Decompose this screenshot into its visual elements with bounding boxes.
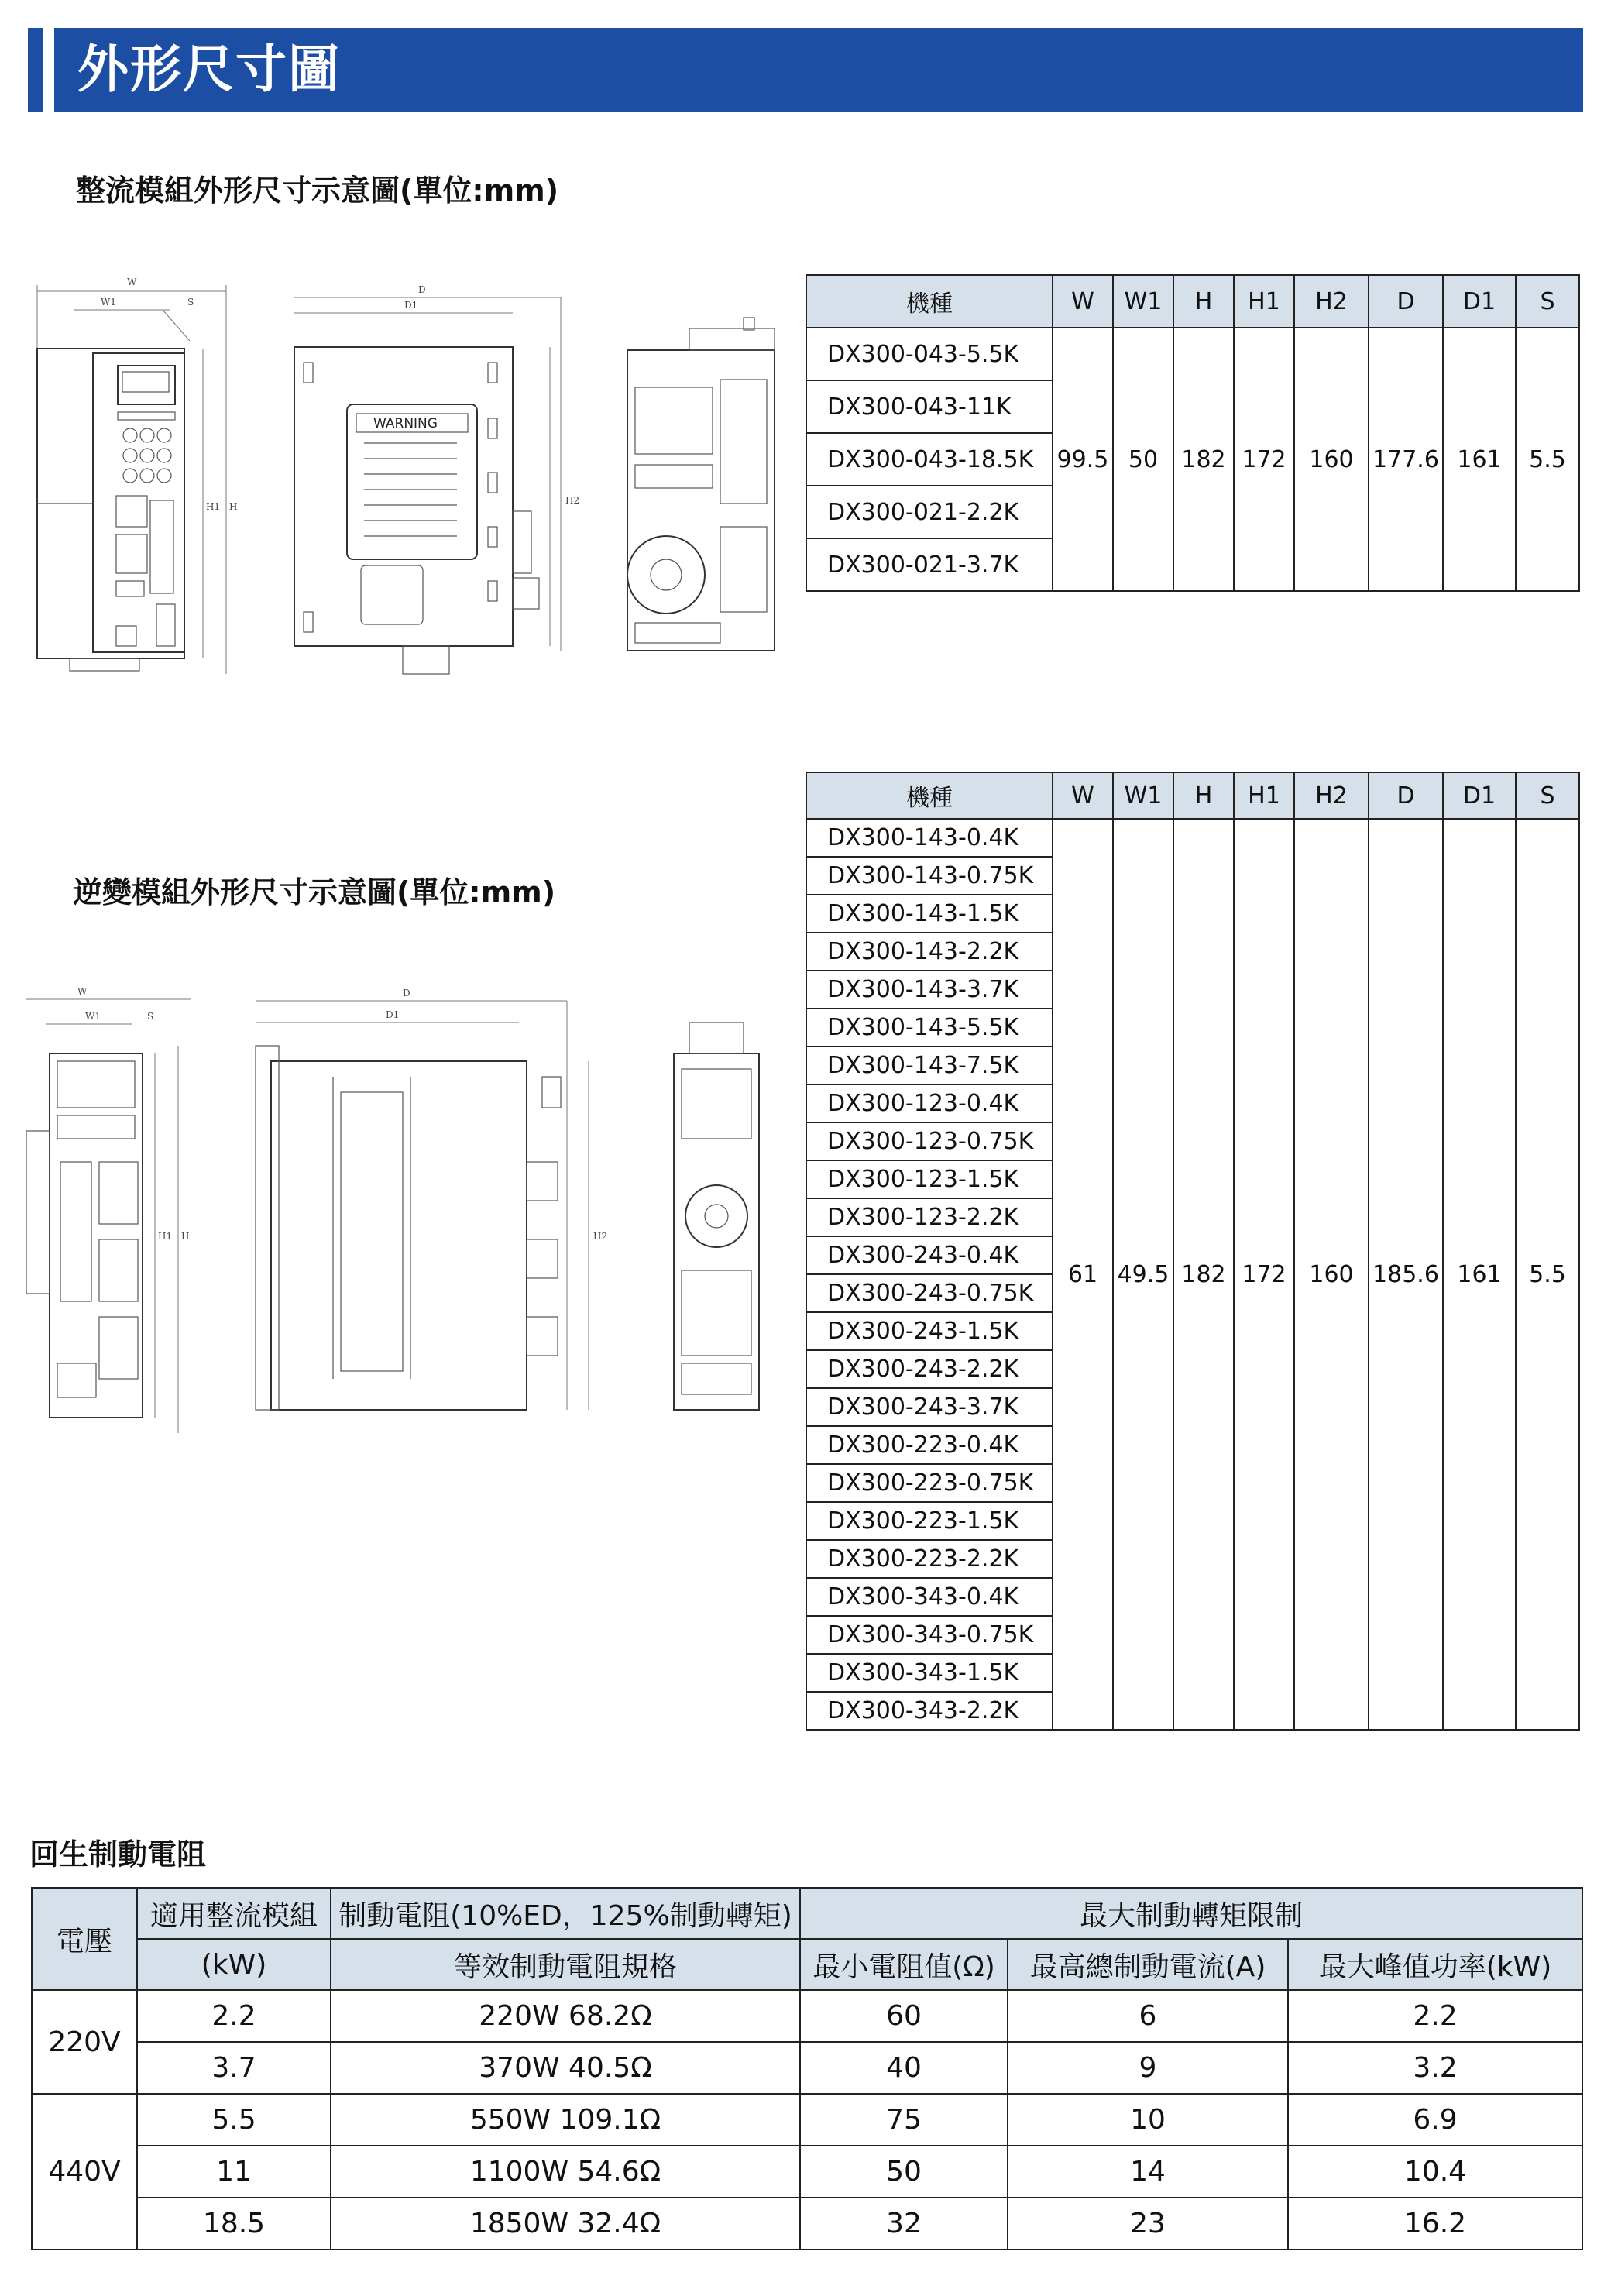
header-accent: [28, 28, 43, 112]
dim-label-h2: H2: [593, 1231, 608, 1242]
value-d1: 161: [1443, 819, 1516, 1730]
dim-label-h2: H2: [565, 495, 580, 506]
current-cell: 23: [1008, 2198, 1288, 2250]
model-cell: DX300-123-0.75K: [806, 1122, 1053, 1160]
col-header-d: D: [1369, 275, 1443, 328]
kw-cell: 5.5: [137, 2094, 331, 2146]
current-cell: 9: [1008, 2042, 1288, 2094]
rectifier-front-view: [37, 277, 237, 674]
value-h2: 160: [1294, 328, 1369, 591]
model-cell: DX300-143-0.4K: [806, 819, 1053, 857]
col-header-model: 機種: [806, 275, 1053, 328]
col-header-s: S: [1516, 275, 1579, 328]
min-res-cell: 32: [800, 2198, 1008, 2250]
model-cell: DX300-143-5.5K: [806, 1009, 1053, 1047]
model-cell: DX300-243-1.5K: [806, 1312, 1053, 1350]
rectifier-rear-view: [627, 318, 775, 651]
col-header-resistor: 制動電阻(10%ED，125%制動轉矩): [331, 1888, 800, 1939]
col-header-max-current: 最高總制動電流(A): [1008, 1939, 1288, 1990]
col-header-w: W: [1053, 772, 1113, 819]
inverter-section-title: 逆變模組外形尺寸示意圖(單位:mm): [73, 875, 556, 909]
col-header-w1: W1: [1113, 772, 1173, 819]
model-cell: DX300-043-11K: [806, 380, 1053, 433]
dim-label-h1: H1: [158, 1231, 173, 1242]
inverter-outline-diagram: [15, 976, 790, 1456]
value-d: 177.6: [1369, 328, 1443, 591]
power-cell: 6.9: [1288, 2094, 1582, 2146]
col-header-h: H: [1173, 275, 1234, 328]
model-cell: DX300-243-0.4K: [806, 1236, 1053, 1274]
col-header-d: D: [1369, 772, 1443, 819]
inverter-rear-view: [674, 1023, 759, 1410]
table-row: [806, 328, 1579, 380]
kw-cell: 18.5: [137, 2198, 331, 2250]
kw-cell: 11: [137, 2146, 331, 2198]
model-cell: DX300-223-1.5K: [806, 1502, 1053, 1540]
rectifier-dimension-table: [806, 274, 1580, 592]
col-header-voltage: 電壓: [32, 1888, 137, 1990]
model-cell: DX300-143-2.2K: [806, 933, 1053, 971]
value-w1: 50: [1113, 328, 1173, 591]
rectifier-section-title: 整流模組外形尺寸示意圖(單位:mm): [76, 174, 559, 208]
col-header-s: S: [1516, 772, 1579, 819]
inverter-dimension-table: [806, 772, 1580, 1731]
value-s: 5.5: [1516, 328, 1579, 591]
dim-label-w1: W1: [85, 1011, 101, 1022]
current-cell: 10: [1008, 2094, 1288, 2146]
model-cell: DX300-143-7.5K: [806, 1047, 1053, 1084]
model-cell: DX300-043-5.5K: [806, 328, 1053, 380]
model-cell: DX300-021-3.7K: [806, 538, 1053, 591]
table-row: [32, 2198, 1582, 2250]
model-cell: DX300-043-18.5K: [806, 433, 1053, 486]
rectifier-table-header-row: [806, 275, 1579, 328]
braking-section-title: 回生制動電阻: [29, 1837, 207, 1872]
min-res-cell: 75: [800, 2094, 1008, 2146]
dim-label-d: D: [403, 988, 410, 998]
min-res-cell: 50: [800, 2146, 1008, 2198]
model-cell: DX300-123-0.4K: [806, 1084, 1053, 1122]
col-header-h: H: [1173, 772, 1234, 819]
kw-cell: 3.7: [137, 2042, 331, 2094]
power-cell: 3.2: [1288, 2042, 1582, 2094]
value-h1: 172: [1234, 819, 1294, 1730]
dim-label-w: W: [127, 277, 137, 287]
value-h: 182: [1173, 819, 1234, 1730]
col-header-model: 機種: [806, 772, 1053, 819]
col-header-resistor-spec: 等效制動電阻規格: [331, 1939, 800, 1990]
value-s: 5.5: [1516, 819, 1579, 1730]
value-h2: 160: [1294, 819, 1369, 1730]
col-header-module-unit: (kW): [137, 1939, 331, 1990]
current-cell: 6: [1008, 1990, 1288, 2042]
col-header-d1: D1: [1443, 275, 1516, 328]
spec-cell: 220W 68.2Ω: [331, 1990, 800, 2042]
warning-label: WARNING: [373, 416, 438, 431]
value-h1: 172: [1234, 328, 1294, 591]
min-res-cell: 60: [800, 1990, 1008, 2042]
model-cell: DX300-223-2.2K: [806, 1540, 1053, 1578]
table-row: [32, 2094, 1582, 2146]
model-cell: DX300-223-0.75K: [806, 1464, 1053, 1502]
braking-resistor-table: [31, 1887, 1583, 2250]
spec-cell: 370W 40.5Ω: [331, 2042, 800, 2094]
col-header-h1: H1: [1234, 275, 1294, 328]
dim-label-s: S: [187, 297, 194, 308]
power-cell: 2.2: [1288, 1990, 1582, 2042]
col-header-max-power: 最大峰值功率(kW): [1288, 1939, 1582, 1990]
dim-label-d1: D1: [404, 300, 418, 311]
col-header-w1: W1: [1113, 275, 1173, 328]
power-cell: 16.2: [1288, 2198, 1582, 2250]
value-w: 61: [1053, 819, 1113, 1730]
voltage-cell: 440V: [32, 2094, 137, 2250]
model-cell: DX300-343-1.5K: [806, 1654, 1053, 1692]
dim-label-h: H: [181, 1231, 190, 1242]
col-header-module: 適用整流模組: [137, 1888, 331, 1939]
col-header-min-res: 最小電阻值(Ω): [800, 1939, 1008, 1990]
model-cell: DX300-123-2.2K: [806, 1198, 1053, 1236]
voltage-cell: 220V: [32, 1990, 137, 2094]
model-cell: DX300-343-2.2K: [806, 1692, 1053, 1730]
spec-cell: 1100W 54.6Ω: [331, 2146, 800, 2198]
dim-label-w1: W1: [101, 297, 116, 308]
dim-label-d: D: [418, 284, 426, 295]
min-res-cell: 40: [800, 2042, 1008, 2094]
table-row: [806, 819, 1579, 857]
model-cell: DX300-143-1.5K: [806, 895, 1053, 933]
col-header-max-torque: 最大制動轉矩限制: [800, 1888, 1582, 1939]
col-header-h1: H1: [1234, 772, 1294, 819]
power-cell: 10.4: [1288, 2146, 1582, 2198]
model-cell: DX300-223-0.4K: [806, 1426, 1053, 1464]
dim-label-h: H: [229, 501, 238, 512]
dim-label-s: S: [147, 1011, 154, 1022]
table-row: [32, 1990, 1582, 2042]
col-header-h2: H2: [1294, 772, 1369, 819]
table-row: [32, 2042, 1582, 2094]
rectifier-side-view: [294, 284, 579, 674]
value-d1: 161: [1443, 328, 1516, 591]
page-title: 外形尺寸圖: [77, 40, 341, 99]
model-cell: DX300-243-2.2K: [806, 1350, 1053, 1388]
spec-cell: 550W 109.1Ω: [331, 2094, 800, 2146]
value-h: 182: [1173, 328, 1234, 591]
spec-cell: 1850W 32.4Ω: [331, 2198, 800, 2250]
rectifier-outline-diagram: [23, 263, 806, 705]
model-cell: DX300-123-1.5K: [806, 1160, 1053, 1198]
col-header-w: W: [1053, 275, 1113, 328]
model-cell: DX300-143-3.7K: [806, 971, 1053, 1009]
inverter-front-view: [26, 986, 191, 1433]
value-w: 99.5: [1053, 328, 1113, 591]
value-d: 185.6: [1369, 819, 1443, 1730]
col-header-h2: H2: [1294, 275, 1369, 328]
kw-cell: 2.2: [137, 1990, 331, 2042]
model-cell: DX300-343-0.75K: [806, 1616, 1053, 1654]
table-row: [32, 2146, 1582, 2198]
col-header-d1: D1: [1443, 772, 1516, 819]
dim-label-w: W: [77, 986, 88, 997]
model-cell: DX300-343-0.4K: [806, 1578, 1053, 1616]
value-w1: 49.5: [1113, 819, 1173, 1730]
braking-header-row-2: [32, 1939, 1582, 1990]
model-cell: DX300-021-2.2K: [806, 486, 1053, 538]
braking-header-row-1: [32, 1888, 1582, 1939]
current-cell: 14: [1008, 2146, 1288, 2198]
inverter-table-header-row: [806, 772, 1579, 819]
model-cell: DX300-243-3.7K: [806, 1388, 1053, 1426]
dim-label-h1: H1: [206, 501, 221, 512]
model-cell: DX300-143-0.75K: [806, 857, 1053, 895]
model-cell: DX300-243-0.75K: [806, 1274, 1053, 1312]
dim-label-d1: D1: [386, 1009, 400, 1020]
inverter-side-view: [256, 988, 607, 1410]
